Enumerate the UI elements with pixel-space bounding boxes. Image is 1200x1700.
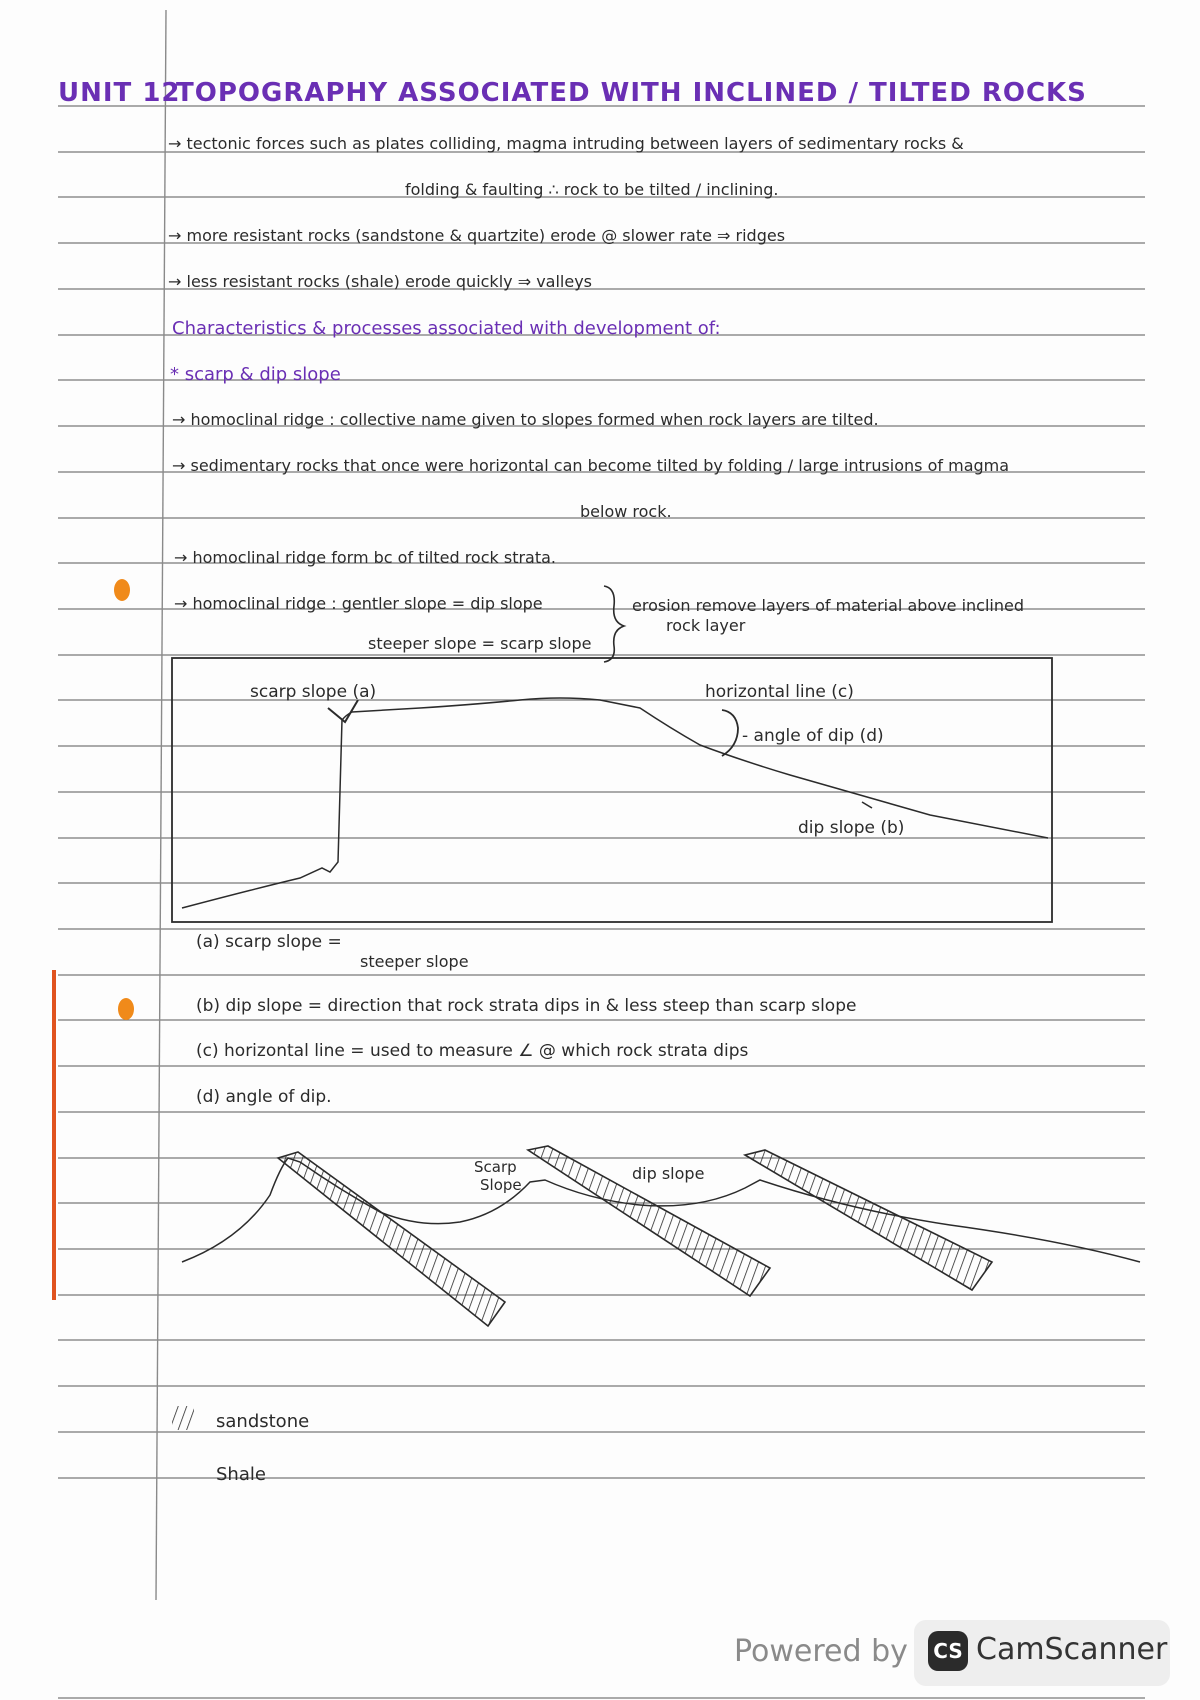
note-line: rock layer [666, 616, 746, 635]
note-line: → less resistant rocks (shale) erode quickly ⇒ valleys [168, 272, 592, 291]
legend-sandstone: sandstone [216, 1411, 310, 1432]
unit-label: UNIT 12 [58, 78, 181, 108]
definition-a: (a) scarp slope = [196, 932, 342, 952]
note-line: → sedimentary rocks that once were horizontal can become tilted by folding / large intrusions of magma [172, 456, 1010, 475]
camscanner-brand: CamScanner [976, 1632, 1168, 1667]
note-line: → more resistant rocks (sandstone & quartzite) erode @ slower rate ⇒ ridges [168, 226, 786, 245]
note-line: → homoclinal ridge : collective name given to slopes formed when rock layers are tilted. [172, 410, 879, 429]
definition-c: (c) horizontal line = used to measure ∠ @ which rock strata dips [196, 1041, 749, 1061]
note-line: → homoclinal ridge : gentler slope = dip slope [174, 594, 543, 613]
camscanner-logo: CS [928, 1631, 968, 1671]
note-line: steeper slope = scarp slope [368, 634, 592, 653]
powered-by-text: Powered by [734, 1634, 908, 1669]
note-line: → homoclinal ridge form bc of tilted rock strata. [174, 548, 557, 567]
definition-d: (d) angle of dip. [196, 1087, 332, 1107]
angle-of-dip-label: - angle of dip (d) [742, 726, 884, 746]
horizontal-line-label: horizontal line (c) [705, 682, 854, 702]
note-line: below rock. [580, 502, 672, 521]
note-line: erosion remove layers of material above inclined [632, 596, 1024, 615]
scarp-slope-label: scarp slope (a) [250, 682, 377, 702]
definition-b: (b) dip slope = direction that rock strata dips in & less steep than scarp slope [196, 996, 857, 1016]
slope-label: Slope [480, 1176, 522, 1194]
note-line: → tectonic forces such as plates colliding, magma intruding between layers of sedimentary rocks & [168, 134, 964, 153]
dip-slope-label: dip slope (b) [798, 818, 905, 838]
note-line: folding & faulting ∴ rock to be tilted / inclining. [405, 180, 779, 199]
scarp-label: Scarp [474, 1158, 517, 1176]
dip-slope-label-2: dip slope [632, 1164, 705, 1183]
section-heading: Characteristics & processes associated with development of: [172, 318, 721, 339]
definition-a-value: steeper slope [360, 952, 469, 971]
page-title: TOPOGRAPHY ASSOCIATED WITH INCLINED / TILTED ROCKS [176, 78, 1087, 108]
subsection-heading: * scarp & dip slope [170, 364, 341, 385]
legend-shale: Shale [216, 1464, 266, 1485]
